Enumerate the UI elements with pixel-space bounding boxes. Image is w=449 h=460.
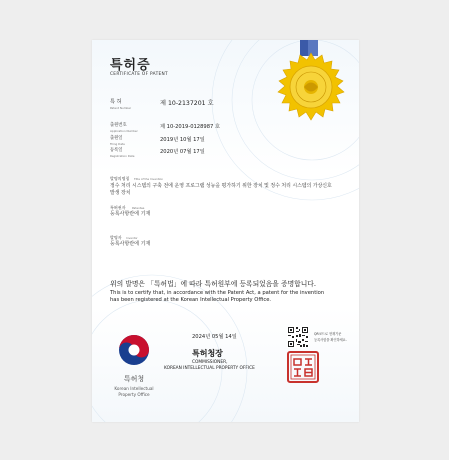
owner-label: 특허권자: [110, 205, 126, 210]
registration-label: 등록일: [110, 148, 123, 153]
invention-title-line2: 발생 장치: [110, 190, 131, 196]
invention-label: 발명의명칭: [110, 176, 130, 181]
certificate-title: 특허증: [110, 58, 151, 73]
invention-label-en: Title of the Invention: [134, 177, 164, 181]
filing-label: 출원일: [110, 136, 123, 141]
gold-seal-icon: [275, 52, 347, 124]
filing-date: 2019년 10월 17일: [160, 137, 205, 143]
kipo-taeguk-logo-icon: [114, 330, 154, 370]
inventor-value: 등록사항란에 기재: [110, 241, 151, 247]
issuer-en-line1: COMMISSIONER,: [192, 360, 228, 365]
logo-name-ko: 특허청: [123, 375, 145, 383]
inventor-label: 발명자: [110, 235, 122, 240]
filing-label-en: Filing Date: [110, 142, 125, 146]
issuer-ko: 특허청장: [192, 349, 223, 358]
statement-en-line1: This is to certify that, in accordance with the Patent Act, a patent for the invention: [110, 290, 325, 296]
patent-number: 제 10-2137201 호: [160, 100, 214, 107]
patent-label: 특 허: [110, 99, 122, 105]
statement-ko: 위의 발명은 「특허법」에 따라 특허원부에 등록되었음을 증명합니다.: [110, 280, 316, 288]
issuer-en-line2: KOREAN INTELLECTUAL PROPERTY OFFICE: [164, 366, 255, 371]
application-number: 제 10-2019-0128987 호: [160, 124, 220, 130]
patent-certificate: [92, 40, 359, 422]
logo-name-en-line2: Property Office: [118, 392, 150, 397]
statement-en-line2: has been registered at the Korean Intellectual Property Office.: [110, 297, 272, 303]
certificate-subtitle: CERTIFICATE OF PATENT: [110, 72, 168, 77]
official-seal-stamp-icon: [287, 351, 319, 383]
inventor-label-en: Inventor: [126, 236, 138, 240]
invention-title-line1: 정수 처리 시스템의 구축 전에 운영 프로그램 성능을 평가하기 위한 장치 및 정수 처리 시스템의 가상신호: [110, 183, 332, 189]
patent-label-en: Patent Number: [110, 106, 132, 110]
owner-value: 등록사항란에 기재: [110, 211, 151, 217]
registration-label-en: Registration Date: [110, 154, 135, 158]
registration-date: 2020년 07월 17일: [160, 149, 205, 155]
issue-date: 2024년 05월 14일: [192, 334, 237, 340]
qr-note-line2: 등록사항을 확인하세요.: [314, 338, 347, 342]
qr-code-icon[interactable]: [287, 326, 309, 348]
logo-name-en-line1: Korean Intellectual: [114, 386, 154, 391]
qr-note-line1: QR코드로 현재기준: [314, 332, 342, 336]
owner-label-en: Patentee: [132, 206, 145, 210]
application-label-en: Application Number: [110, 129, 138, 133]
application-label: 출원번호: [110, 123, 127, 128]
